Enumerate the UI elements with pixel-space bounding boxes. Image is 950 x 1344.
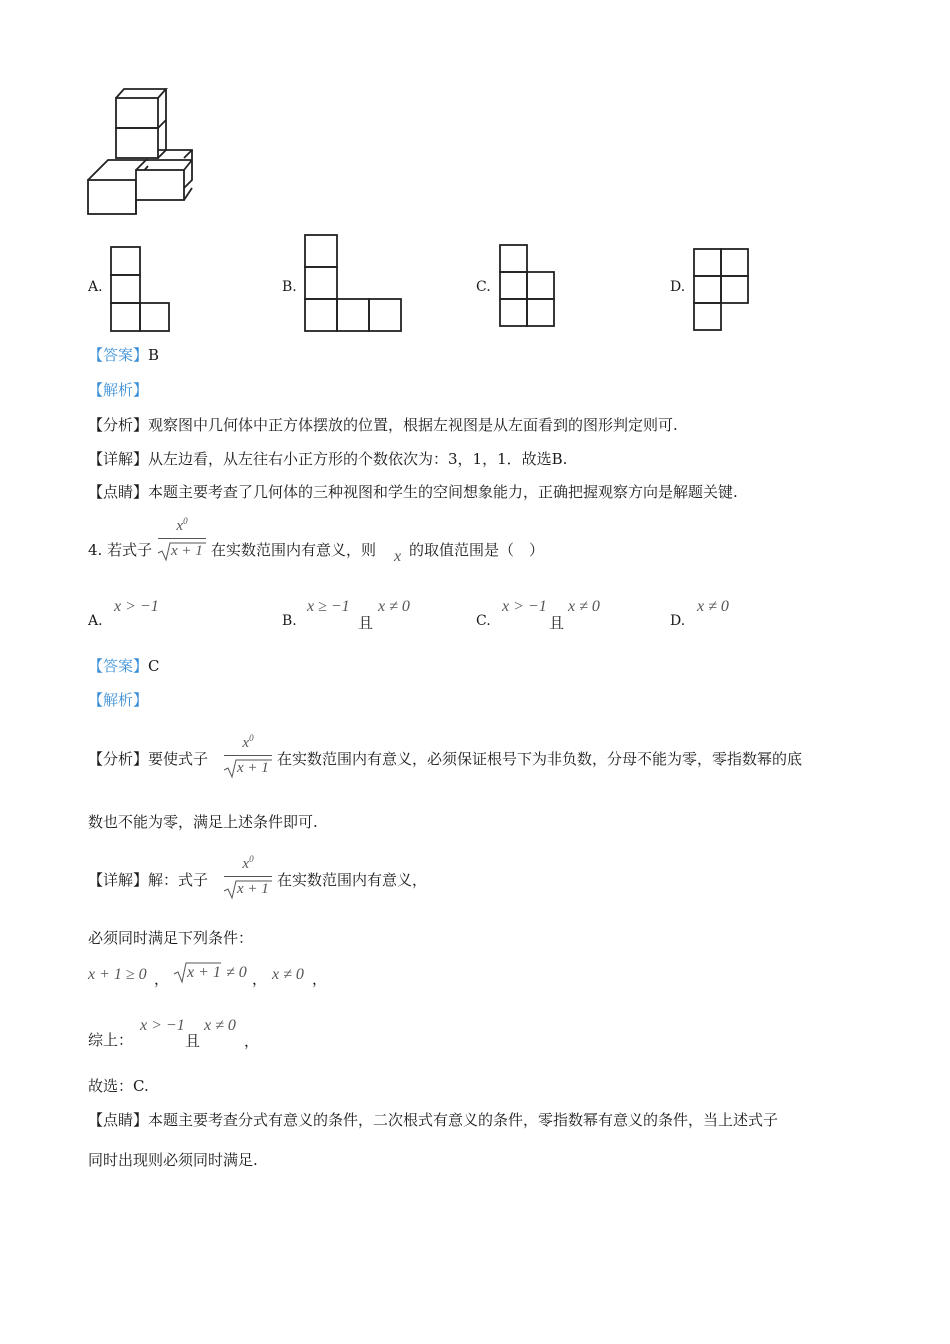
q4-summary-m1: x > −1 [140,1017,185,1034]
q3-jiexi-line [88,380,148,400]
answer-value: C [148,657,160,675]
option-a-label: A. [88,279,103,295]
q4-cond1: x + 1 ≥ 0 [88,966,147,983]
detail-text: 从左边看，从左往右小正方形的个数依次为：3，1，1．故选B. [148,450,568,468]
q4-option-c-label: C. [476,613,491,629]
q4-analysis-line2: 数也不能为零，满足上述条件即可. [88,813,318,831]
q4-answer-line [88,656,160,676]
q4-stem-var: x [394,548,402,565]
q4-option-c-math2: x ≠ 0 [568,598,600,615]
q4-summary-m2: x ≠ 0 [204,1017,236,1034]
q4-analysis-post: 在实数范围内有意义，必须保证根号下为非负数，分母不能为零，零指数幂的底 [277,750,803,768]
analysis-tag: 【分析】 [88,416,149,434]
q4-detail-pre: 【详解】解：式子 [88,871,209,889]
q4-analysis-fraction: $x^0$ x + 1 [222,733,274,781]
option-c-figure [499,244,559,330]
q4-stem-fraction [156,516,208,564]
q4-detail-fraction: $x^0$ x + 1 [222,854,274,902]
q4-option-b-qie: 且 [358,614,374,632]
q4-sep: ， [312,970,328,988]
q4-cond3: x ≠ 0 [272,966,304,983]
q4-sep: ， [154,970,170,988]
jiexi-tag: 【解析】 [88,691,149,709]
q4-option-d-label: D. [670,613,686,629]
q4-option-c-qie: 且 [549,614,565,632]
answer-tag: 【答案】 [88,346,149,364]
option-b-label: B. [282,279,297,295]
option-a-figure [110,246,172,334]
q4-detail-post: 在实数范围内有意义， [277,871,428,889]
fraction-denominator: x + 1 [171,543,203,559]
q4-stem-mid: 在实数范围内有意义，则 [211,541,377,559]
solid-figure [84,84,204,218]
q3-detail-line [88,449,567,469]
fraction-numerator: $x^0$ [176,516,188,534]
q4-comment-line1: 【点睛】本题主要考查分式有意义的条件，二次根式有意义的条件，零指数幂有意义的条件，当上述式子 [88,1111,779,1129]
q4-option-c-math: x > −1 [502,598,547,615]
q4-cond2-radicand: x + 1 [187,964,221,981]
q4-cond-intro: 必须同时满足下列条件： [88,929,254,947]
comment-tag: 【点睛】 [88,483,149,501]
q4-sep: ， [252,970,268,988]
option-d-label: D. [670,279,686,295]
q4-analysis-pre: 【分析】要使式子 [88,750,209,768]
option-b-figure [304,234,404,334]
comment-text: 本题主要考查了几何体的三种视图和学生的空间想象能力，正确把握观察方向是解题关键. [148,483,738,501]
q4-stem-suffix: 的取值范围是（ ） [409,541,545,559]
answer-value: B [148,346,160,364]
q4-summary-label: 综上： [88,1031,134,1049]
q4-option-b-math: x ≥ −1 [307,598,350,615]
q4-option-a-label: A. [88,613,103,629]
q4-stem-prefix: 4. 若式子 [88,541,153,559]
q4-summary-qie: 且 [185,1032,201,1050]
q4-option-a-math: x > −1 [114,598,159,615]
option-d-figure [693,248,753,334]
q3-answer-line [88,345,159,365]
q3-comment-line [88,482,738,502]
q4-option-d-math: x ≠ 0 [697,598,729,615]
answer-tag: 【答案】 [88,657,149,675]
q4-summary-end: ， [244,1032,260,1050]
detail-tag: 【详解】 [88,450,149,468]
option-c-label: C. [476,279,491,295]
q4-choose: 故选：C. [88,1077,149,1095]
jiexi-tag: 【解析】 [88,381,149,399]
q3-analysis-line [88,415,678,435]
q4-option-b-math2: x ≠ 0 [378,598,410,615]
q4-jiexi-line [88,690,148,710]
q4-option-b-label: B. [282,613,297,629]
q4-cond2-tail: ≠ 0 [226,964,247,981]
q4-comment-line2: 同时出现则必须同时满足. [88,1151,258,1169]
analysis-text: 观察图中几何体中正方体摆放的位置，根据左视图是从左面看到的图形判定则可. [148,416,678,434]
